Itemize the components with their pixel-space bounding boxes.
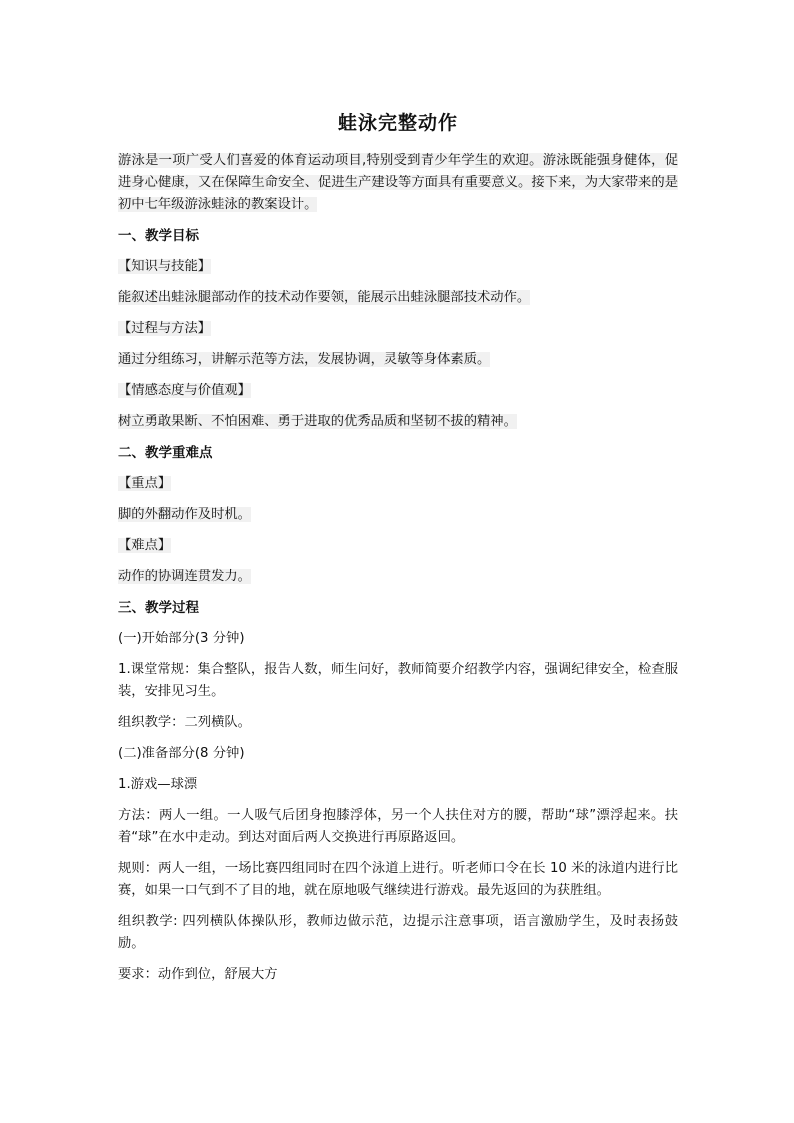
paragraph-class-routine: 1.课堂常规：集合整队，报告人数，师生问好，教师简要介绍教学内容，强调纪律安全，检查服装，安排见习生。 bbox=[118, 662, 678, 699]
label-knowledge-skills bbox=[118, 256, 678, 278]
paragraph-knowledge-skills-text: 能叙述出蛙泳腿部动作的技术动作要领，能展示出蛙泳腿部技术动作。 bbox=[118, 290, 531, 305]
paragraph-process-method-text: 通过分组练习，讲解示范等方法，发展协调，灵敏等身体素质。 bbox=[118, 352, 491, 367]
label-key-point bbox=[118, 473, 678, 495]
label-knowledge-skills-text: 【知识与技能】 bbox=[118, 259, 212, 274]
paragraph-knowledge-skills bbox=[118, 287, 678, 309]
label-process-method bbox=[118, 318, 678, 340]
paragraph-process-method bbox=[118, 349, 678, 371]
paragraph-emotion-values-text: 树立勇敢果断、不怕困难、勇于进取的优秀品质和坚韧不拔的精神。 bbox=[118, 414, 517, 429]
label-emotion-values-text: 【情感态度与价值观】 bbox=[118, 383, 251, 398]
paragraph-requirement: 要求：动作到位，舒展大方 bbox=[118, 967, 278, 982]
label-process-method-text: 【过程与方法】 bbox=[118, 321, 212, 336]
paragraph-difficult-point-text: 动作的协调连贯发力。 bbox=[118, 569, 251, 584]
document-title: 蛙泳完整动作 bbox=[337, 112, 458, 134]
label-key-point-text: 【重点】 bbox=[118, 476, 172, 491]
heading-teaching-process: 三、教学过程 bbox=[118, 600, 199, 616]
label-emotion-values bbox=[118, 380, 678, 402]
heading-teaching-goals: 一、教学目标 bbox=[118, 228, 199, 244]
paragraph-game-title: 1.游戏—球漂 bbox=[118, 777, 198, 792]
paragraph-key-point bbox=[118, 504, 678, 526]
label-difficult-point bbox=[118, 535, 678, 557]
document-page bbox=[118, 108, 678, 995]
paragraph-game-method: 方法：两人一组。一人吸气后团身抱膝浮体，另一个人扶住对方的腰，帮助“球”漂浮起来。扶着“球”在水中走动。到达对面后两人交换进行再原路返回。 bbox=[118, 808, 678, 845]
label-difficult-point-text: 【难点】 bbox=[118, 538, 172, 553]
paragraph-start-organization: 组织教学：二列横队。 bbox=[118, 715, 251, 730]
intro-text: 游泳是一项广受人们喜爱的体育运动项目,特别受到青少年学生的欢迎。游泳既能强身健体，促进身心健康，又在保障生命安全、促进生产建设等方面具有重要意义。接下来，为大家带来的是初中七年级游泳蛙泳的教案设计。 bbox=[118, 153, 678, 212]
paragraph-game-organization: 组织教学: 四列横队体操队形，教师边做示范，边提示注意事项，语言激励学生，及时表扬鼓励。 bbox=[118, 914, 678, 951]
paragraph-game-rules: 规则：两人一组，一场比赛四组同时在四个泳道上进行。听老师口令在长 10 米的泳道内进行比赛，如果一口气到不了目的地，就在原地吸气继续进行游戏。最先返回的为获胜组。 bbox=[118, 861, 678, 898]
paragraph-key-point-text: 脚的外翻动作及时机。 bbox=[118, 507, 251, 522]
intro-paragraph bbox=[118, 150, 678, 216]
subheading-preparation-part: (二)准备部分(8 分钟) bbox=[118, 746, 245, 761]
heading-key-difficult-points: 二、教学重难点 bbox=[118, 445, 213, 461]
paragraph-difficult-point bbox=[118, 566, 678, 588]
paragraph-emotion-values bbox=[118, 411, 678, 433]
subheading-start-part: (一)开始部分(3 分钟) bbox=[118, 631, 245, 646]
